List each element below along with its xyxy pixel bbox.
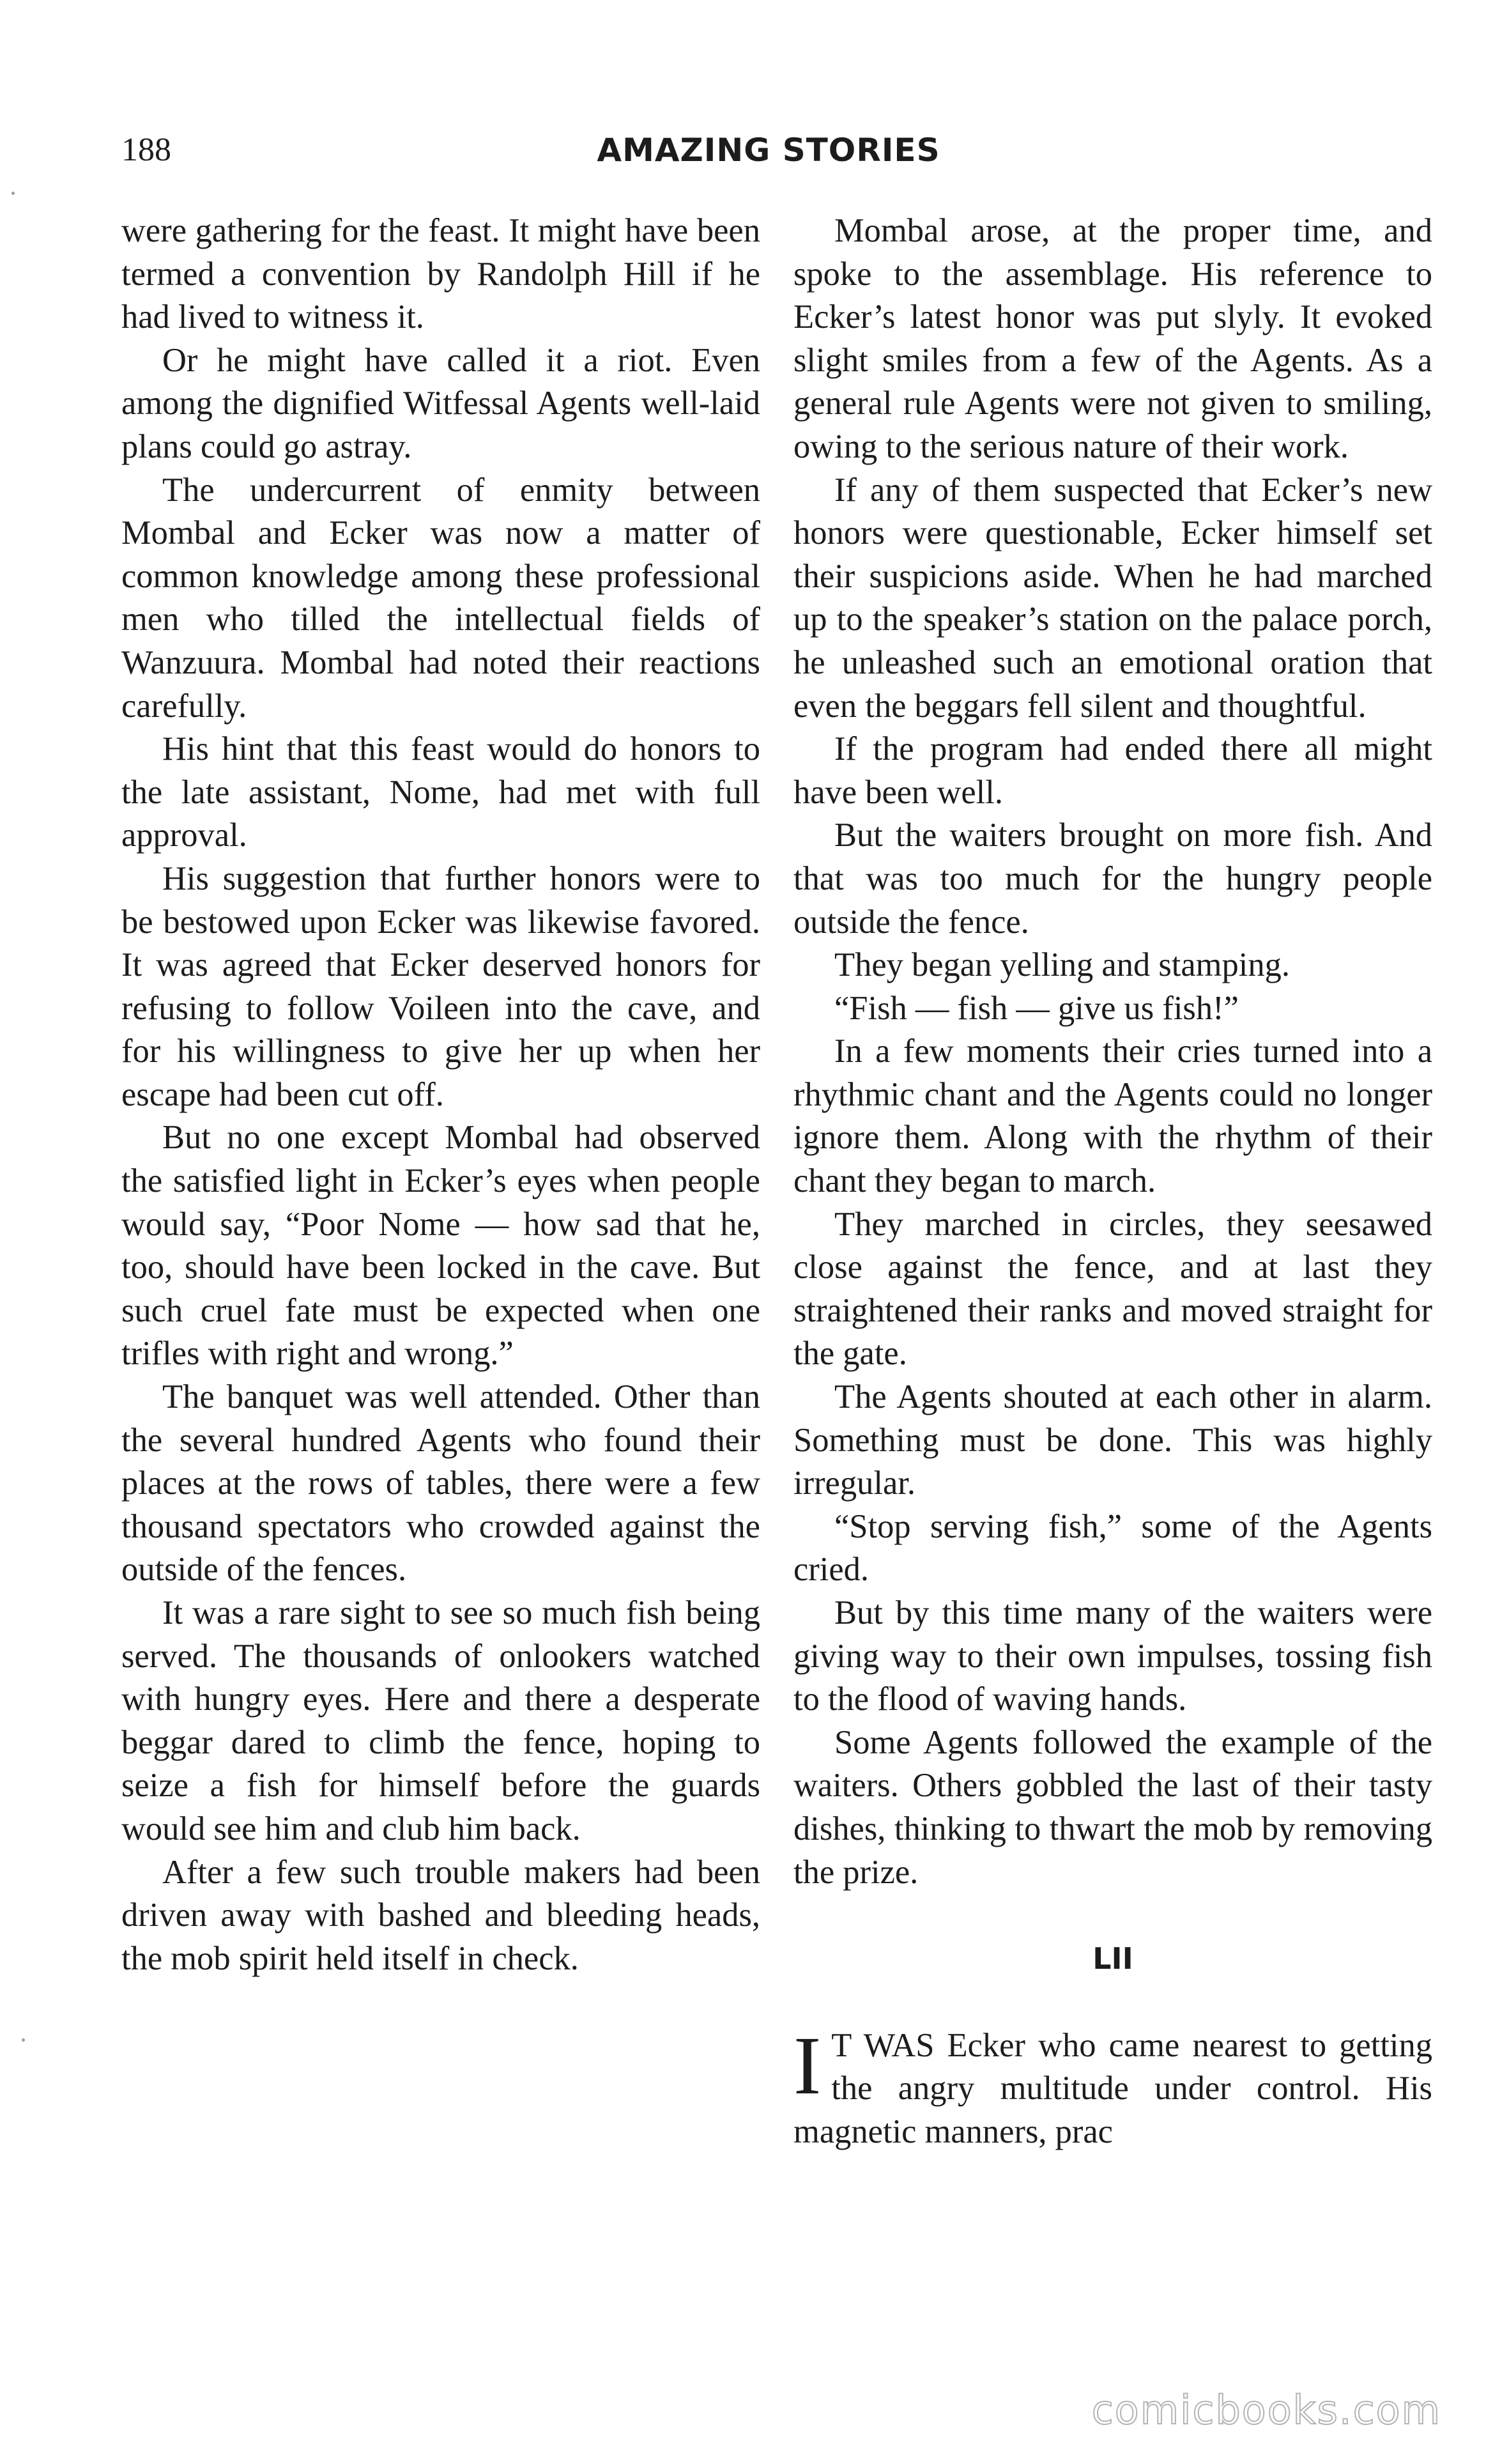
chapter-opening-paragraph (793, 2019, 1432, 2154)
drop-cap: I (793, 2019, 822, 2112)
page-number: 188 (121, 132, 171, 168)
left-column (121, 210, 760, 1980)
paragraph: His hint that this feast would do honors to the late assistant, Nome, had met with full approval. (121, 730, 760, 854)
paragraph: “Fish — fish — give us fish!” (834, 989, 1239, 1027)
paragraph: In a few moments their cries turned into a rhythmic chant and the Agents could no longer ignore them. Along with the rhythm of their chant they began to march. (793, 1033, 1432, 1200)
paragraph: If any of them suspected that Ecker’s new honors were questionable, Ecker himself set their suspicions aside. When he had marched up to the speaker’s station on the palace porch, he unleashed such an emotional oration that even the beggars fell silent and thoughtful. (793, 471, 1432, 725)
right-column (793, 210, 1432, 2154)
paragraph: After a few such trouble makers had been driven away with bashed and bleeding heads, the mob spirit held itself in check. (121, 1853, 760, 1977)
paragraph: The Agents shouted at each other in alarm. Something must be done. This was highly irregular. (793, 1378, 1432, 1502)
paragraph: Mombal arose, at the proper time, and spoke to the assemblage. His reference to Ecker’s latest honor was put slyly. It evoked slight smiles from a few of the Agents. As a general rule Agents were not given to smiling, owing to the serious nature of their work. (793, 212, 1432, 465)
chapter-opening-text: T WAS Ecker who came nearest to getting the angry multitude under control. His magnetic manners, prac (793, 2026, 1432, 2150)
paragraph: His suggestion that further honors were to be bestowed upon Ecker was likewise favored. It was agreed that Ecker deserved honors for refusing to follow Voileen into the cave, and for his willingness to give her up when her escape had been cut off. (121, 859, 760, 1113)
paragraph: But by this time many of the waiters were giving way to their own impulses, tossing fish to the flood of waving hands. (793, 1594, 1432, 1718)
magazine-title: AMAZING STORIES (597, 132, 940, 169)
scan-speck (11, 192, 15, 195)
paragraph: If the program had ended there all might have been well. (793, 730, 1432, 811)
watermark: comicbooks.com (1091, 2387, 1441, 2433)
paragraph: It was a rare sight to see so much fish being served. The thousands of onlookers watched with hungry eyes. Here and there a desperate beggar dared to climb the fence, hoping to seize a fish for himself before the guards would see him and club him back. (121, 1594, 760, 1847)
chapter-heading: LII (1092, 1941, 1133, 1976)
paragraph: The undercurrent of enmity between Mombal and Ecker was now a matter of common knowledge among these professional men who tilled the intellectual fields of Wanzuura. Mombal had noted their reactions carefully. (121, 471, 760, 725)
paragraph: were gathering for the feast. It might have been termed a convention by Randolph Hill if he had lived to witness it. (121, 212, 760, 336)
paragraph: They began yelling and stamping. (834, 946, 1290, 984)
paragraph: The banquet was well attended. Other than the several hundred Agents who found their places at the rows of tables, there were a few thousand spectators who crowded against the outside of the fences. (121, 1378, 760, 1589)
paragraph: Or he might have called it a riot. Even among the dignified Witfessal Agents well-laid plans could go astray. (121, 341, 760, 465)
paragraph: “Stop serving fish,” some of the Agents cried. (793, 1507, 1432, 1589)
page-header (121, 125, 1416, 176)
paragraph: They marched in circles, they seesawed close against the fence, and at last they straightened their ranks and moved straight for the gate. (793, 1205, 1432, 1373)
scan-speck (22, 2038, 25, 2042)
paragraph: Some Agents followed the example of the waiters. Others gobbled the last of their tasty dishes, thinking to thwart the mob by removing the prize. (793, 1723, 1432, 1891)
paragraph: But the waiters brought on more fish. And that was too much for the hungry people outside the fence. (793, 817, 1432, 941)
paragraph: But no one except Mombal had observed the satisfied light in Ecker’s eyes when people would say, “Poor Nome — how sad that he, too, should have been locked in the cave. But such cruel fate must be expected when one trifles with right and wrong.” (121, 1119, 760, 1373)
